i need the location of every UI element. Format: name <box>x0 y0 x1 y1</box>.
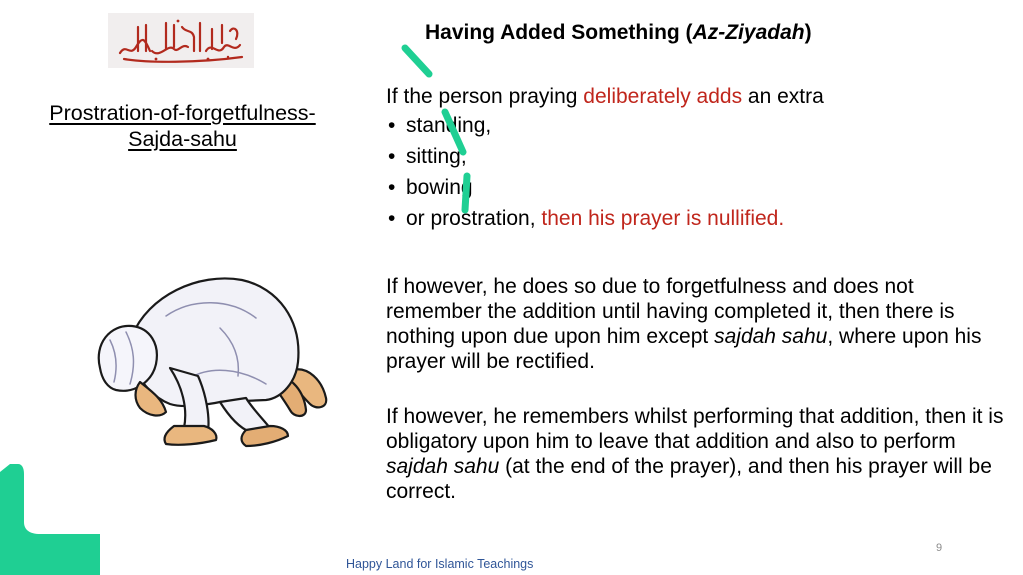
pen-annotation-marks <box>395 40 485 230</box>
para2-prefix: If however, he remembers whilst performing that addition, then it is obligatory upon him to leave that addition and also to perform <box>386 405 1004 453</box>
bismillah-calligraphy-icon <box>108 13 254 68</box>
bullet-highlight: then his prayer is nullified. <box>541 207 785 230</box>
left-title-line-2: Sajda-sahu <box>128 127 237 151</box>
para2-italic: sajdah sahu <box>386 455 500 478</box>
left-title <box>10 100 355 152</box>
para2-suffix: (at the end of the prayer), and then his prayer will be correct. <box>386 455 992 503</box>
intro-suffix: an extra <box>742 85 824 108</box>
bullet-text: standing, <box>406 114 492 137</box>
bullet-text: sitting, <box>406 145 467 168</box>
heading-suffix: ) <box>804 21 812 44</box>
bullet-text: bowing <box>406 176 473 199</box>
para1-italic: sajdah sahu <box>714 325 828 348</box>
page-number: 9 <box>936 542 943 554</box>
footer-text: Happy Land for Islamic Teachings <box>346 557 534 571</box>
paragraph-forgetfulness <box>386 274 1011 374</box>
para1-prefix: If however, he does so due to forgetfulness and does not remember the addition until having completed it, then there is nothing upon due upon him except <box>386 275 955 348</box>
intro-highlight: deliberately adds <box>583 85 743 108</box>
intro-prefix: If the person praying <box>386 85 584 108</box>
heading-prefix: Having Added Something ( <box>425 21 693 44</box>
para1-suffix: , where upon his prayer will be rectified. <box>386 325 982 373</box>
prostrating-man-illustration <box>70 258 340 458</box>
left-title-line-1: Prostration-of-forgetfulness- <box>49 101 316 125</box>
paragraph-remembers <box>386 404 1011 504</box>
heading-italic: Az-Ziyadah <box>692 21 805 44</box>
green-corner-shape <box>0 464 100 575</box>
bullet-text: or prostration, <box>406 207 542 230</box>
